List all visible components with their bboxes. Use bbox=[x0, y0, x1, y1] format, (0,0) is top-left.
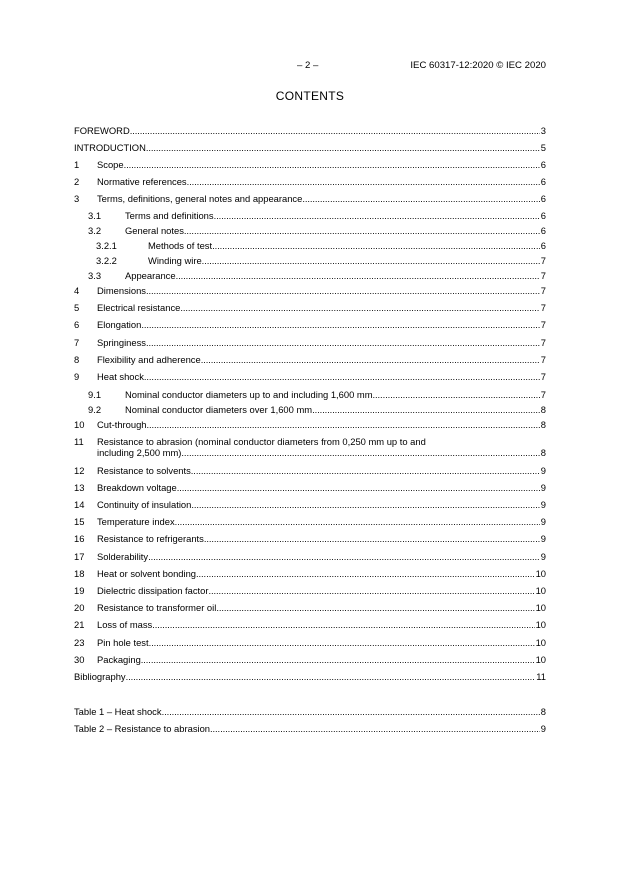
toc-entry-page: 6 bbox=[540, 210, 546, 221]
toc-entry-number: 4 bbox=[74, 285, 80, 296]
toc-entry-number: 20 bbox=[74, 602, 85, 613]
toc-entry-title: Packaging bbox=[97, 654, 141, 665]
toc-entry-title: Scope bbox=[97, 159, 124, 170]
dot-leader bbox=[214, 210, 540, 221]
toc-entry-page: 7 bbox=[540, 371, 546, 382]
toc-entry-number: 12 bbox=[74, 465, 85, 476]
toc-entry-page: 3 bbox=[540, 125, 546, 136]
toc-entry-9-1[interactable] bbox=[74, 389, 546, 400]
toc-entry-page: 7 bbox=[540, 337, 546, 348]
toc-table-title: Table 1 – Heat shock bbox=[74, 706, 162, 717]
toc-entry-title: Appearance bbox=[125, 270, 176, 281]
toc-entry-page: 10 bbox=[535, 619, 546, 630]
toc-entry-8[interactable] bbox=[74, 354, 546, 365]
toc-entry-title: Solderability bbox=[97, 551, 149, 562]
toc-entry-11[interactable] bbox=[74, 436, 546, 458]
toc-entry-3[interactable] bbox=[74, 193, 546, 204]
dot-leader bbox=[181, 447, 539, 458]
toc-entry-number: 9.1 bbox=[88, 389, 102, 400]
toc-table-1[interactable] bbox=[74, 706, 546, 717]
toc-entry-number: 14 bbox=[74, 499, 85, 510]
toc-entry-23[interactable] bbox=[74, 637, 546, 648]
toc-entry-number: 6 bbox=[74, 319, 80, 330]
toc-entry-page: 7 bbox=[540, 354, 546, 365]
toc-entry-number: 10 bbox=[74, 419, 85, 430]
toc-entry-title: Methods of test bbox=[148, 240, 213, 251]
toc-entry-title: Dielectric dissipation factor bbox=[97, 585, 209, 596]
toc-entry-number: 9 bbox=[74, 371, 80, 382]
dot-leader bbox=[146, 337, 540, 348]
toc-entry-title: Continuity of insulation bbox=[97, 499, 192, 510]
toc-entry-number: 16 bbox=[74, 533, 85, 544]
toc-entry-19[interactable] bbox=[74, 585, 546, 596]
toc-entry-page: 7 bbox=[540, 319, 546, 330]
toc-entry-title: Springiness bbox=[97, 337, 146, 348]
dot-leader bbox=[176, 270, 540, 281]
dot-leader bbox=[130, 125, 540, 136]
toc-entry-title: Electrical resistance bbox=[97, 302, 181, 313]
dot-leader bbox=[209, 585, 535, 596]
toc-entry-page: 10 bbox=[535, 568, 546, 579]
toc-entry-2[interactable] bbox=[74, 176, 546, 187]
toc-entry-number: 3.2.2 bbox=[96, 255, 117, 266]
toc-entry-number: 30 bbox=[74, 654, 85, 665]
dot-leader bbox=[180, 302, 539, 313]
toc-entry-21[interactable] bbox=[74, 619, 546, 630]
toc-entry-number: 3.3 bbox=[88, 270, 102, 281]
toc-entry-5[interactable] bbox=[74, 302, 546, 313]
toc-entry-title: Pin hole test bbox=[97, 637, 149, 648]
dot-leader bbox=[216, 602, 534, 613]
toc-entry-number: 19 bbox=[74, 585, 85, 596]
toc-entry-page: 7 bbox=[540, 302, 546, 313]
document-reference: IEC 60317-12:2020 © IEC 2020 bbox=[410, 60, 546, 71]
dot-leader bbox=[141, 319, 539, 330]
toc-entry-page: 6 bbox=[540, 240, 546, 251]
toc-entry-title: Terms and definitions bbox=[125, 210, 214, 221]
toc-entry-12[interactable] bbox=[74, 465, 546, 476]
toc-entry-number: 21 bbox=[74, 619, 85, 630]
toc-entry-17[interactable] bbox=[74, 551, 546, 562]
toc-entry-title: Nominal conductor diameters over 1,600 mm bbox=[125, 404, 313, 415]
dot-leader bbox=[184, 225, 540, 236]
toc-entry-3-1[interactable] bbox=[74, 210, 546, 221]
toc-entry-page: 7 bbox=[540, 285, 546, 296]
toc-entry-title: Heat or solvent bonding bbox=[97, 568, 197, 579]
toc-entry-title: Bibliography bbox=[74, 671, 126, 682]
toc-entry-title: Resistance to refrigerants bbox=[97, 533, 204, 544]
toc-entry-page: 7 bbox=[540, 255, 546, 266]
toc-entry-number: 11 bbox=[74, 436, 84, 447]
toc-entry-page: 10 bbox=[535, 637, 546, 648]
toc-entry-3-2-1[interactable] bbox=[74, 240, 546, 251]
dot-leader bbox=[149, 637, 535, 648]
toc-entry-page: 8 bbox=[540, 404, 546, 415]
dot-leader bbox=[196, 568, 535, 579]
toc-entry-title: Winding wire bbox=[148, 255, 202, 266]
toc-table-title: Table 2 – Resistance to abrasion bbox=[74, 723, 211, 734]
toc-entry-page: 11 bbox=[536, 671, 546, 682]
toc-entry-title: Breakdown voltage bbox=[97, 482, 177, 493]
toc-entry-number: 2 bbox=[74, 176, 80, 187]
toc-entry-4[interactable] bbox=[74, 285, 546, 296]
toc-entry-title: Loss of mass bbox=[97, 619, 153, 630]
toc-entry-7[interactable] bbox=[74, 337, 546, 348]
toc-entry-page: 6 bbox=[540, 225, 546, 236]
toc-table-2[interactable] bbox=[74, 723, 546, 734]
toc-entry-title: Dimensions bbox=[97, 285, 146, 296]
dot-leader bbox=[212, 240, 540, 251]
toc-entry-title: Normative references bbox=[97, 176, 187, 187]
toc-entry-title: Flexibility and adherence bbox=[97, 354, 201, 365]
toc-entry-title: INTRODUCTION bbox=[74, 142, 146, 153]
toc-entry-15[interactable] bbox=[74, 516, 546, 527]
toc-entry-30[interactable] bbox=[74, 654, 546, 665]
toc-entry-10[interactable] bbox=[74, 419, 546, 430]
toc-entry-9-2[interactable] bbox=[74, 404, 546, 415]
toc-entry-6[interactable] bbox=[74, 319, 546, 330]
toc-entry-page: 7 bbox=[540, 270, 546, 281]
toc-entry-number: 15 bbox=[74, 516, 85, 527]
dot-leader bbox=[204, 533, 540, 544]
dot-leader bbox=[175, 516, 540, 527]
toc-entry-16[interactable] bbox=[74, 533, 546, 544]
toc-entry-page: 6 bbox=[540, 159, 546, 170]
dot-leader bbox=[124, 159, 540, 170]
toc-entry-title: Nominal conductor diameters up to and including 1,600 mm bbox=[125, 389, 373, 400]
toc-entry-page: 10 bbox=[535, 585, 546, 596]
toc-entry-number: 13 bbox=[74, 482, 85, 493]
toc-entry-page: 8 bbox=[540, 447, 546, 458]
toc-entry-page: 6 bbox=[540, 193, 546, 204]
toc-entry-3-2[interactable] bbox=[74, 225, 546, 236]
toc-entry-title: Heat shock bbox=[97, 371, 144, 382]
toc-entry-page: 7 bbox=[540, 389, 546, 400]
toc-entry-bibliography[interactable] bbox=[74, 671, 546, 682]
toc-table-page: 8 bbox=[540, 706, 546, 717]
dot-leader bbox=[141, 654, 535, 665]
page-number: – 2 – bbox=[297, 60, 319, 71]
toc-entry-title: Temperature index bbox=[97, 516, 175, 527]
toc-entry-foreword[interactable] bbox=[74, 125, 546, 136]
toc-entry-page: 10 bbox=[535, 654, 546, 665]
toc-entry-20[interactable] bbox=[74, 602, 546, 613]
toc-entry-number: 9.2 bbox=[88, 404, 102, 415]
dot-leader bbox=[152, 619, 534, 630]
dot-leader bbox=[146, 142, 540, 153]
toc-entry-page: 8 bbox=[540, 419, 546, 430]
toc-entry-page: 5 bbox=[540, 142, 546, 153]
toc-entry-page: 9 bbox=[540, 465, 546, 476]
dot-leader bbox=[202, 255, 540, 266]
toc-entry-1[interactable] bbox=[74, 159, 546, 170]
toc-entry-page: 9 bbox=[540, 482, 546, 493]
toc-table-page: 9 bbox=[540, 723, 546, 734]
toc-entry-page: 9 bbox=[540, 551, 546, 562]
dot-leader bbox=[302, 193, 539, 204]
dot-leader bbox=[147, 419, 540, 430]
dot-leader bbox=[177, 482, 540, 493]
toc-entry-number: 8 bbox=[74, 354, 80, 365]
toc-entry-number: 5 bbox=[74, 302, 80, 313]
toc-entry-title: General notes bbox=[125, 225, 184, 236]
toc-entry-page: 9 bbox=[540, 516, 546, 527]
toc-entry-number: 7 bbox=[74, 337, 80, 348]
dot-leader bbox=[210, 723, 540, 734]
toc-entry-page: 9 bbox=[540, 499, 546, 510]
dot-leader bbox=[201, 354, 540, 365]
dot-leader bbox=[144, 371, 540, 382]
toc-entry-3-2-2[interactable] bbox=[74, 255, 546, 266]
toc-entry-3-3[interactable] bbox=[74, 270, 546, 281]
dot-leader bbox=[191, 465, 540, 476]
dot-leader bbox=[312, 404, 540, 415]
toc-entry-number: 3 bbox=[74, 193, 80, 204]
toc-entry-page: 9 bbox=[540, 533, 546, 544]
toc-entry-18[interactable] bbox=[74, 568, 546, 579]
toc-entry-title: Resistance to solvents bbox=[97, 465, 191, 476]
toc-entry-number: 18 bbox=[74, 568, 85, 579]
toc-entry-introduction[interactable] bbox=[74, 142, 546, 153]
dot-leader bbox=[187, 176, 540, 187]
toc-entry-title-line2: including 2,500 mm) bbox=[97, 447, 182, 458]
toc-entry-number: 3.2 bbox=[88, 225, 102, 236]
dot-leader bbox=[373, 389, 540, 400]
toc-entry-number: 17 bbox=[74, 551, 85, 562]
toc-entry-title: Elongation bbox=[97, 319, 142, 330]
dot-leader bbox=[148, 551, 540, 562]
toc-entry-title: Terms, definitions, general notes and appearance bbox=[97, 193, 303, 204]
toc-entry-13[interactable] bbox=[74, 482, 546, 493]
toc-entry-title: Cut-through bbox=[97, 419, 147, 430]
toc-entry-title-line1: Resistance to abrasion (nominal conductor diameters from 0,250 mm up to and bbox=[97, 436, 426, 447]
dot-leader bbox=[191, 499, 539, 510]
toc-entry-title: Resistance to transformer oil bbox=[97, 602, 217, 613]
dot-leader bbox=[146, 285, 540, 296]
toc-entry-14[interactable] bbox=[74, 499, 546, 510]
toc-entry-page: 6 bbox=[540, 176, 546, 187]
dot-leader bbox=[162, 706, 540, 717]
toc-entry-number: 3.2.1 bbox=[96, 240, 117, 251]
toc-entry-number: 1 bbox=[74, 159, 80, 170]
toc-entry-number: 3.1 bbox=[88, 210, 102, 221]
contents-heading: CONTENTS bbox=[275, 89, 345, 103]
toc-entry-page: 10 bbox=[535, 602, 546, 613]
toc-entry-number: 23 bbox=[74, 637, 85, 648]
toc-entry-title: FOREWORD bbox=[74, 125, 130, 136]
dot-leader bbox=[126, 671, 536, 682]
toc-entry-9[interactable] bbox=[74, 371, 546, 382]
